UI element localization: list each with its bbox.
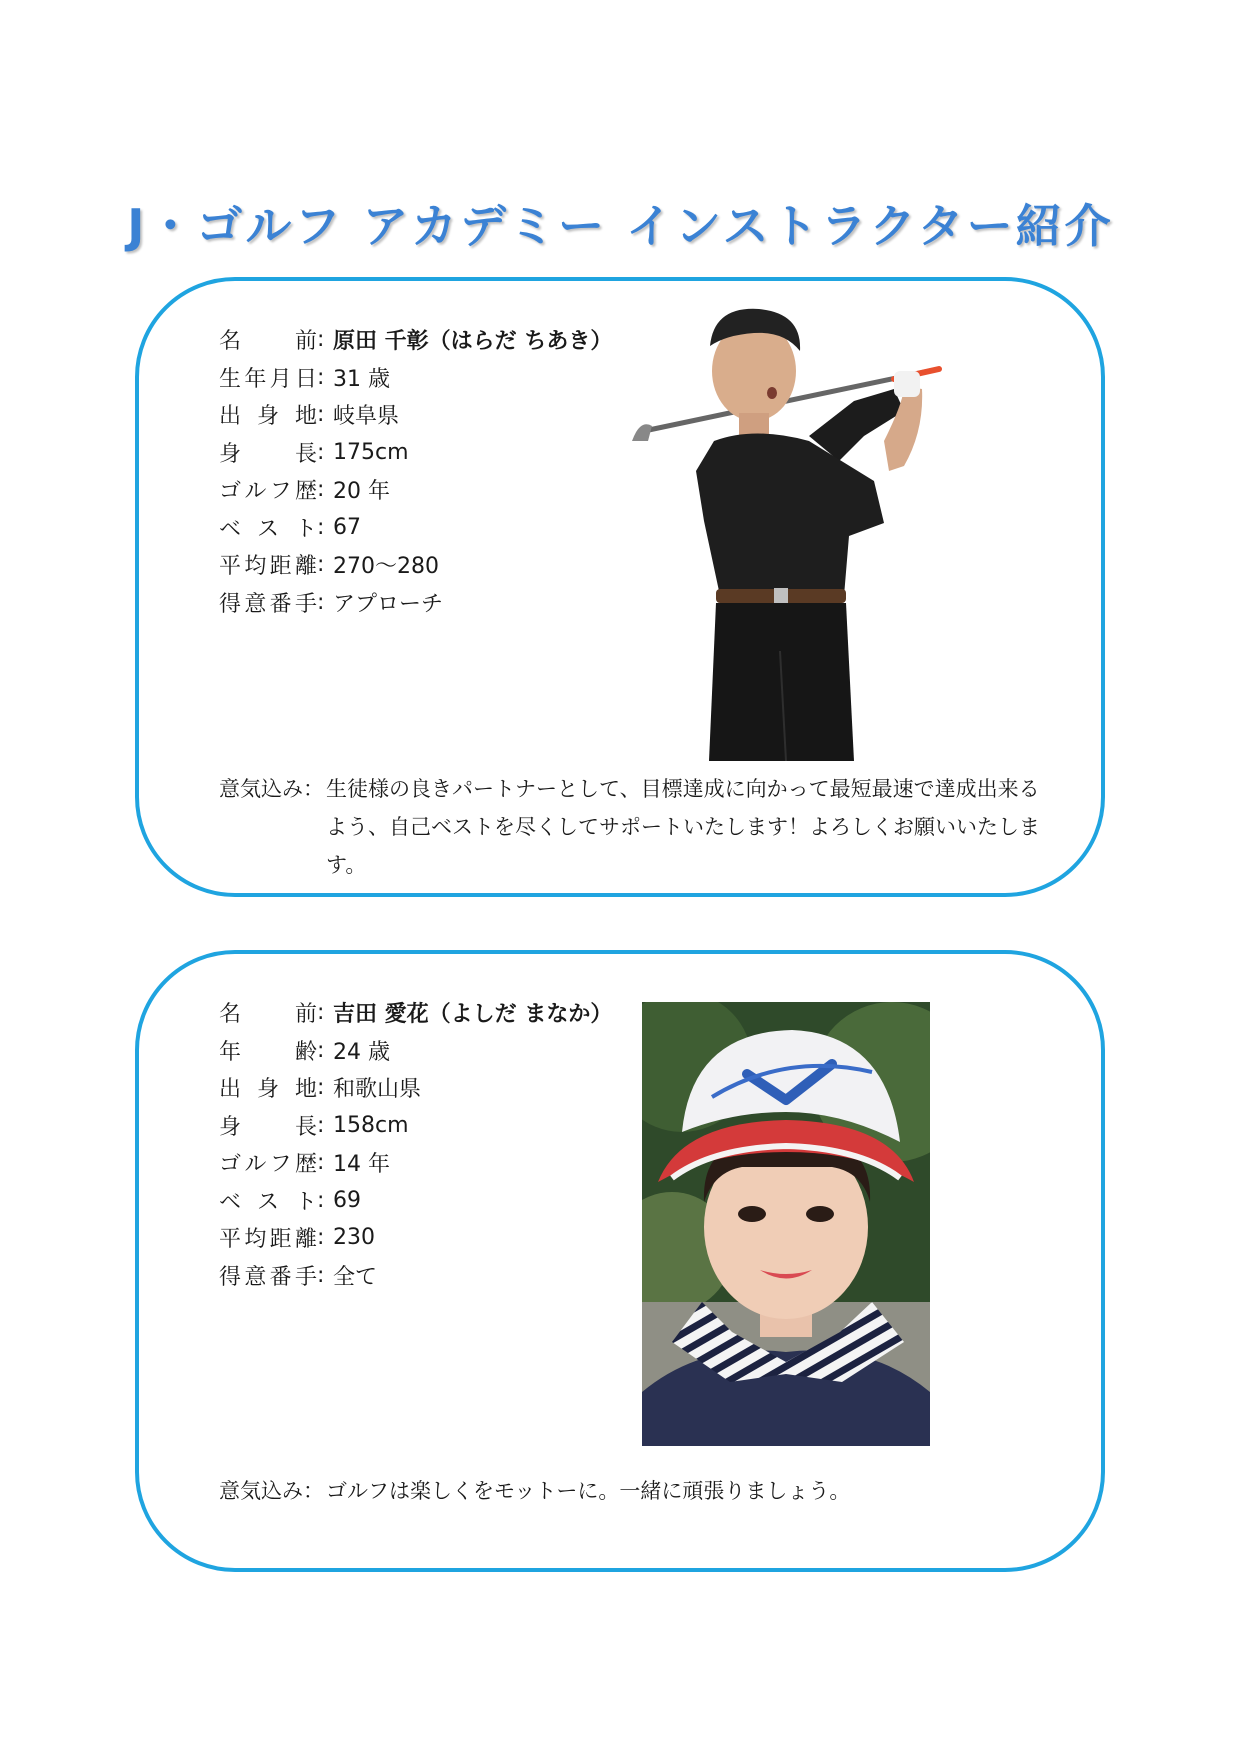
row-label: 身長 — [219, 1114, 317, 1140]
motto — [219, 1472, 1051, 1510]
profile-row-distance: 平均距離 : 270～280 — [219, 546, 639, 584]
profile-row-age: 年齢 : 24 歳 — [219, 1032, 639, 1070]
profile-row-name: 名前 : 原田 千彰（はらだ ちあき） — [219, 321, 639, 359]
instructor-card-yoshida — [135, 950, 1105, 1572]
profile-row-height: 身長 : 158cm — [219, 1107, 639, 1145]
row-value: 和歌山県 — [333, 1077, 422, 1103]
row-value: 175cm — [333, 439, 409, 465]
row-label: 名前 — [219, 1002, 317, 1028]
row-value: 全て — [333, 1264, 378, 1290]
row-label: 生年月日 — [219, 366, 317, 392]
profile-row-height: 身長 : 175cm — [219, 434, 639, 472]
profile-row-best: ベスト : 69 — [219, 1182, 639, 1220]
profile-row-name: 名前 : 吉田 愛花（よしだ まなか） — [219, 994, 639, 1032]
row-label: 出身地 — [219, 404, 317, 430]
motto-label: 意気込み： — [219, 777, 324, 801]
row-label: 出身地 — [219, 1077, 317, 1103]
row-value: 69 — [333, 1187, 361, 1213]
row-value: 230 — [333, 1225, 375, 1251]
profile-row-birth: 生年月日 : 31 歳 — [219, 359, 639, 397]
row-value: 67 — [333, 514, 361, 540]
row-label: 平均距離 — [219, 554, 317, 580]
profile-row-best: ベスト : 67 — [219, 509, 639, 547]
row-value: 吉田 愛花（よしだ まなか） — [333, 1002, 613, 1028]
motto-text: ゴルフは楽しくをモットーに。一緒に頑張りましょう。 — [326, 1479, 851, 1503]
row-value: アプローチ — [333, 591, 444, 617]
profile-row-experience: ゴルフ歴 : 14 年 — [219, 1144, 639, 1182]
profile-row-club: 得意番手 : アプローチ — [219, 584, 639, 622]
motto-text: 生徒様の良きパートナーとして、目標達成に向かって最短最速で達成出来るよう、自己ベストを尽くしてサポートいたします！よろしくお願いいたします。 — [326, 777, 1040, 877]
row-label: 得意番手 — [219, 591, 317, 617]
profile-row-experience: ゴルフ歴 : 20 年 — [219, 471, 639, 509]
row-label: ゴルフ歴 — [219, 479, 317, 505]
row-label: 名前 — [219, 329, 317, 355]
row-value: 31 歳 — [333, 366, 390, 392]
row-value: 270～280 — [333, 554, 439, 580]
row-value: 14 年 — [333, 1152, 390, 1178]
motto-label: 意気込み： — [219, 1479, 324, 1503]
instructor-card-harada — [135, 277, 1105, 897]
row-value: 20 年 — [333, 479, 390, 505]
profile-row-distance: 平均距離 : 230 — [219, 1219, 639, 1257]
row-label: ベスト — [219, 1189, 317, 1215]
profile-info — [219, 994, 639, 1294]
row-label: 平均距離 — [219, 1227, 317, 1253]
row-label: ゴルフ歴 — [219, 1152, 317, 1178]
row-label: 年齢 — [219, 1039, 317, 1065]
row-value: 岐阜県 — [333, 404, 400, 430]
row-value: 158cm — [333, 1112, 409, 1138]
row-value: 24 歳 — [333, 1039, 390, 1065]
row-label: 身長 — [219, 441, 317, 467]
profile-info — [219, 321, 639, 621]
profile-row-club: 得意番手 : 全て — [219, 1257, 639, 1295]
row-value: 原田 千彰（はらだ ちあき） — [333, 329, 613, 355]
golfer-photo — [604, 291, 1024, 761]
motto — [219, 770, 1051, 884]
golfer-portrait-photo — [642, 1002, 930, 1446]
row-label: ベスト — [219, 516, 317, 542]
row-label: 得意番手 — [219, 1264, 317, 1290]
profile-row-hometown: 出身地 : 和歌山県 — [219, 1069, 639, 1107]
profile-row-hometown: 出身地 : 岐阜県 — [219, 396, 639, 434]
page-title: J・ゴルフ アカデミー インストラクター紹介 — [127, 199, 1114, 253]
